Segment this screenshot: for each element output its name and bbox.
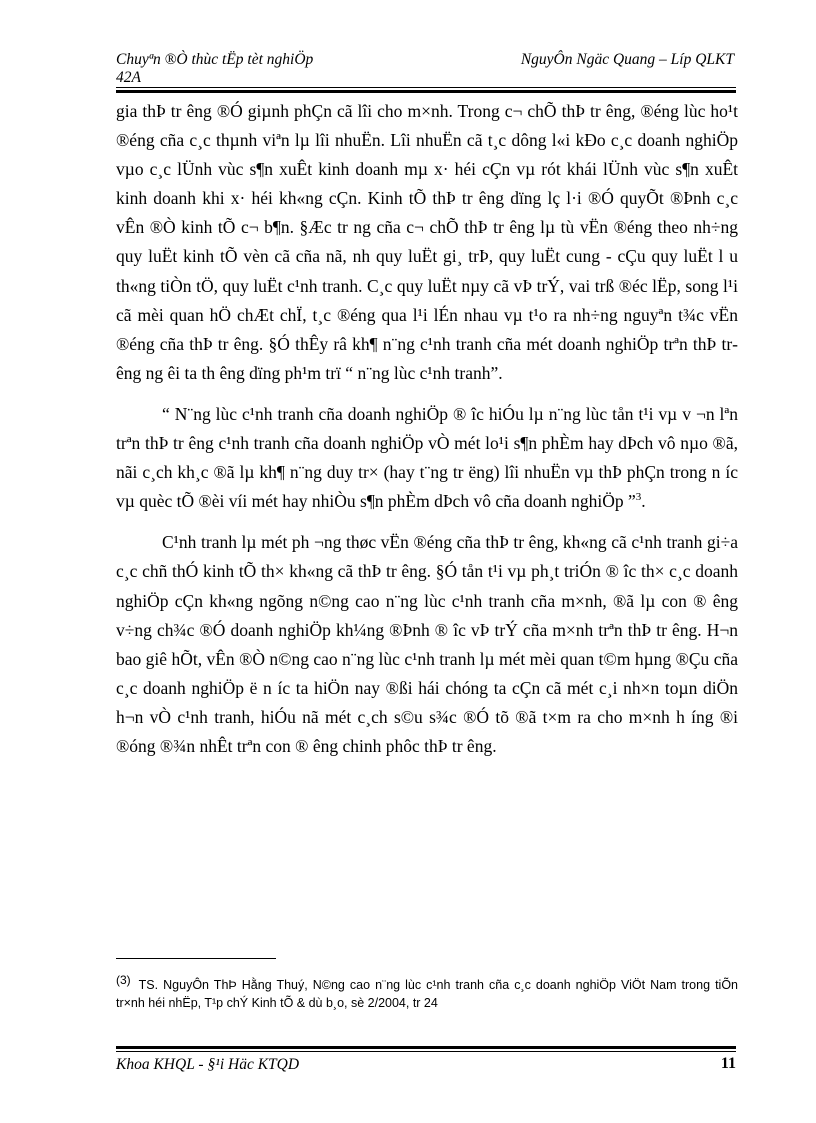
- header-rule-thick: [116, 90, 736, 93]
- body-text: [116, 97, 738, 761]
- footnote-text: TS. NguyÔn ThÞ Hằng Thuý, N©ng cao n¨ng lùc c¹nh tranh cña c¸c doanh nghiÖp ViÖt Nam trong tiÕn tr×nh héi nhËp, T¹p chÝ Kinh tÕ & dù b¸o, sè 2/2004, tr 24: [116, 978, 738, 1010]
- footer-faculty: Khoa KHQL - §¹i Häc KTQD: [116, 1056, 300, 1073]
- paragraph-2: “ N¨ng lùc c¹nh tranh cña doanh nghiÖp ® îc hiÓu lµ n¨ng lùc tån t¹i vµ v ¬n lªn trªn thÞ tr êng c¹nh tranh cña doanh nghiÖp vÒ mét lo¹i s¶n phÈm hay dÞch vô nµo ®ã, nãi c¸ch kh¸c ®ã lµ kh¶ n¨ng duy tr× (hay t¨ng tr ëng) lîi nhuËn vµ thÞ phÇn trong n íc vµ quèc tÕ ®èi víi mét hay nhiÒu s¶n phÈm dÞch vô cña doanh nghiÖp ”$^3$.: [116, 403, 738, 512]
- citation-marker: 3: [635, 491, 642, 504]
- paragraph-1: gia thÞ tr êng ®Ó giµnh phÇn cã lîi cho m×nh. Trong c¬ chÕ thÞ tr êng, ®éng lùc ho¹t ®éng cña c¸c thµnh viªn lµ lîi nhuËn. Lîi nhuËn cã t¸c dông l«i kÐo c¸c doanh nghiÖp vµo c¸c lÜnh vùc s¶n xuÊt kinh doanh mµ x· héi cÇn vµ rót khái lÜnh vùc s¶n xuÊt kinh doanh khi x· héi kh«ng cÇn. Kinh tÕ thÞ tr êng dïng lç l·i ®Ó quyÕt ®Þnh c¸c vÊn ®Ò kinh tÕ c¬ b¶n. §Æc tr ng cña c¬ chÕ thÞ tr êng lµ tù vËn ®éng theo nh÷ng quy luËt kinh tÕ vèn cã cña nã, nh quy luËt gi¸ trÞ, quy luËt cung - cÇu quy luËt l u th«ng tiÒn tÖ, quy luËt c¹nh tranh. C¸c quy luËt nµy cã vÞ trÝ, vai trß ®éc lËp, song l¹i cã mèi quan hÖ chÆt chÏ, t¸c ®éng qua l¹i lÉn nhau vµ t¹o ra nh÷ng nguyªn t¾c vËn ®éng cña thÞ tr êng. §Ó thÊy râ kh¶ n¨ng c¹nh tranh cña mét doanh nghiÖp trªn thÞ tr êng ng êi ta th êng dïng ph¹m trï “ n¨ng lùc c¹nh tranh”.: [116, 101, 738, 383]
- footer-rule-thick: [116, 1046, 736, 1049]
- footnote: [116, 972, 738, 1012]
- header-class-code: 42A: [116, 69, 141, 86]
- paragraph-3: C¹nh tranh lµ mét ph ¬ng thøc vËn ®éng cña thÞ tr êng, kh«ng cã c¹nh tranh gi÷a c¸c chñ thÓ kinh tÕ th× kh«ng cã thÞ tr êng. §Ó tån t¹i vµ ph¸t triÓn ® îc th× c¸c doanh nghiÖp cÇn kh«ng ngõng n©ng cao n¨ng lùc c¹nh tranh cña m×nh, ®ã lµ con ® êng v÷ng ch¾c ®Ó doanh nghiÖp kh¼ng ®Þnh ® îc vÞ trÝ cña m×nh trªn thÞ tr êng. H¬n bao giê hÕt, vÊn ®Ò n©ng cao n¨ng lùc c¹nh tranh lµ mét mèi quan t©m hµng ®Çu cña c¸c doanh nghiÖp ë n íc ta hiÖn nay ®ßi hái chóng ta cÇn cã mét c¸i nh×n toµn diÖn h¬n vÒ c¹nh tranh, hiÓu nã mét c¸ch s©u s¾c ®Ó tõ ®ã t×m ra cho m×nh h íng ®i ®óng ®¾n nhÊt trªn con ® êng chinh phôc thÞ tr êng.: [116, 532, 738, 756]
- header-author: NguyÔn Ngäc Quang – Líp QLKT: [520, 51, 734, 68]
- header-report-title: Chuyªn ®Ò thùc tËp tèt nghiÖp: [116, 51, 314, 68]
- footnote-separator: [116, 958, 276, 959]
- header-rule-thin: [116, 87, 736, 88]
- footnote-mark: (3): [116, 972, 131, 987]
- footer-rule-thin: [116, 1051, 736, 1052]
- page-number: 11: [720, 1055, 736, 1072]
- paragraph-2-text: “ N¨ng lùc c¹nh tranh cña doanh nghiÖp ® îc hiÓu lµ n¨ng lùc tån t¹i vµ v ¬n lªn trªn thÞ tr êng c¹nh tranh cña doanh nghiÖp vÒ mét lo¹i s¶n phÈm hay dÞch vô nµo ®ã, nãi c¸ch kh¸c ®ã lµ kh¶ n¨ng duy tr× (hay t¨ng tr ëng) lîi nhuËn vµ thÞ phÇn trong n íc vµ quèc tÕ ®èi víi mét hay nhiÒu s¶n phÈm dÞch vô cña doanh nghiÖp ”: [116, 403, 738, 512]
